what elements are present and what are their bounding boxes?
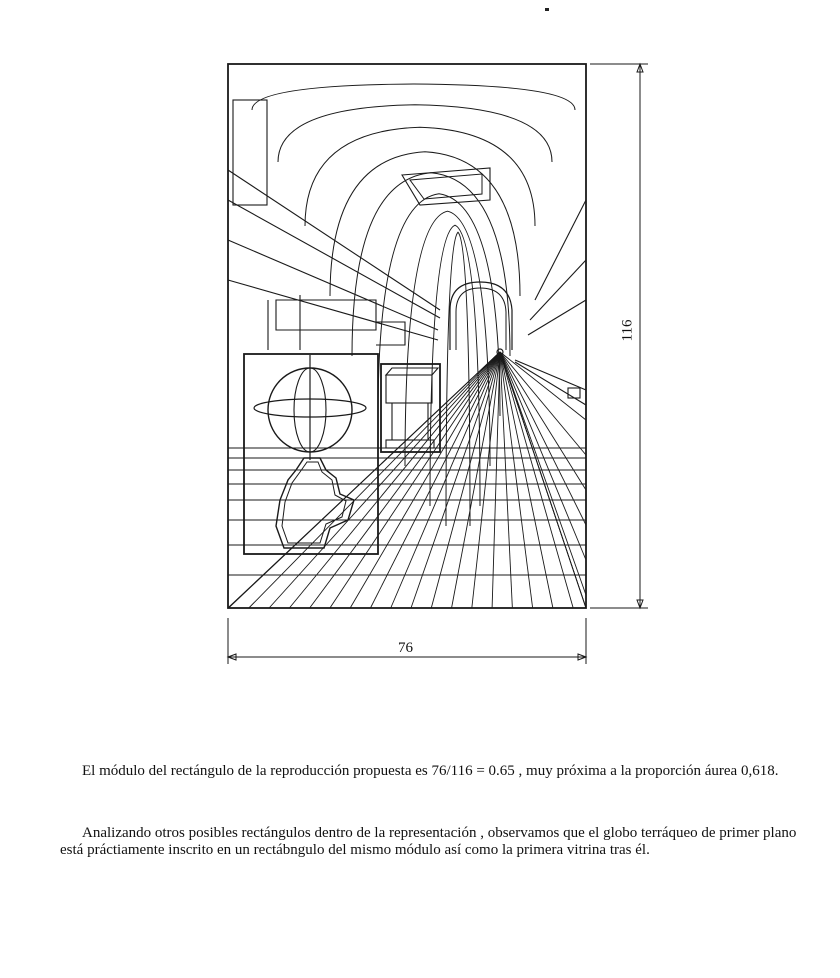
far-end-arch-inner [456, 288, 506, 350]
vault-arch [278, 105, 552, 162]
floor-radial-line [391, 352, 500, 608]
globe-stand-inner [282, 462, 346, 543]
floor-radial-line [370, 352, 500, 608]
vault-arch [446, 232, 470, 526]
floor-radial-line [500, 352, 586, 608]
floor-radial-line [350, 352, 500, 608]
vault-arch [252, 84, 575, 110]
paragraph-rectangles: Analizando otros posibles rectángulos dentro de la representación , observamos que el globo terráqueo de primer plano está práctiamente inscrito en un rectábngulo del mismo módulo así como la primera vitrina tras él. [60, 825, 797, 858]
right-cornice-line [530, 260, 586, 320]
floor-radial-line [411, 352, 500, 608]
vitrine-legs [392, 403, 428, 440]
vault-arch [430, 225, 480, 506]
vitrine-top [386, 368, 438, 375]
floor-radial-line [500, 352, 512, 608]
floor-radial-line [229, 352, 500, 608]
floor-radial-line [500, 352, 586, 420]
floor-radial-line [310, 352, 500, 608]
vitrine-case [386, 375, 432, 403]
left-display-case [276, 300, 376, 330]
floor-radial-line [500, 352, 586, 455]
right-cornice-line [535, 200, 586, 300]
paragraph-golden-ratio: El módulo del rectángulo de la reproducción propuesta es 76/116 = 0.65 , muy próxima a la proporción áurea 0,618. [82, 763, 779, 779]
floor-radial-line [500, 352, 586, 525]
floor-radial-line [330, 352, 500, 608]
floor-radial-line [289, 352, 500, 608]
floor-radial-line [249, 352, 500, 608]
vault-arch [405, 211, 490, 466]
right-wall-window [568, 388, 580, 398]
left-cornice-line [228, 280, 438, 340]
left-wall-panel [233, 100, 267, 205]
right-cornice-line [528, 300, 586, 335]
height-dimension-label: 116 [619, 319, 636, 342]
right-wall-line [515, 360, 586, 390]
width-dimension-label: 76 [398, 640, 413, 656]
globe-stand [276, 458, 354, 548]
vault-arch [305, 127, 535, 226]
floor-radial-line [500, 352, 586, 490]
